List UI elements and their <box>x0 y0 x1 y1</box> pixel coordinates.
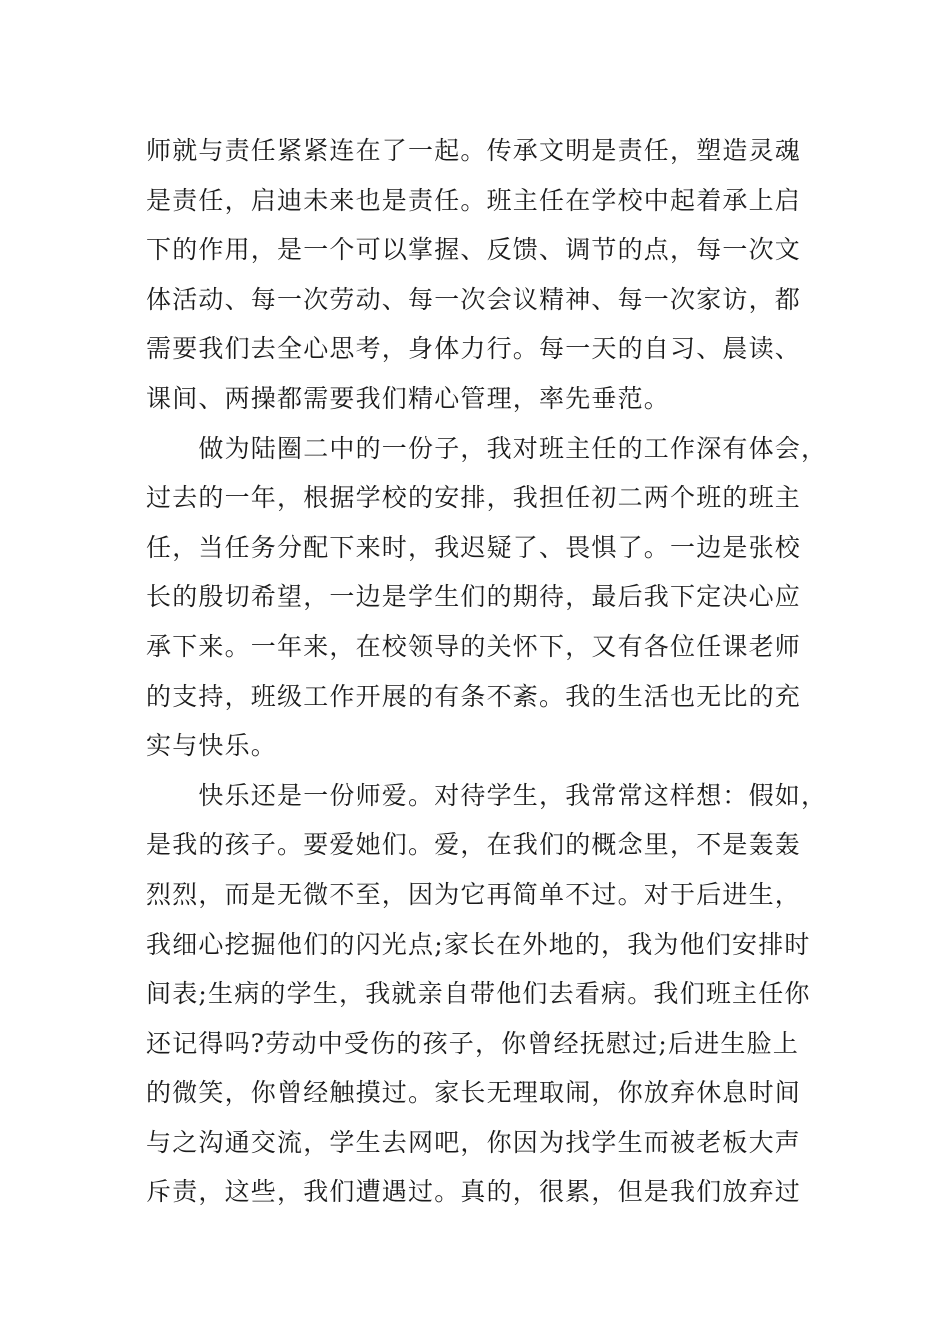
text-line: 还记得吗?劳动中受伤的孩子，你曾经抚慰过;后进生脸上 <box>146 1028 800 1058</box>
body-text <box>146 126 846 1217</box>
text-line: 间表;生病的学生，我就亲自带他们去看病。我们班主任你 <box>146 979 811 1009</box>
text-line: 长的殷切希望，一边是学生们的期待，最后我下定决心应 <box>146 582 802 612</box>
text-line: 过去的一年，根据学校的安排，我担任初二两个班的班主 <box>146 483 802 513</box>
paragraph-2 <box>146 424 846 771</box>
text-line: 我细心挖掘他们的闪光点;家长在外地的，我为他们安排时 <box>146 929 811 959</box>
text-line: 的微笑，你曾经触摸过。家长无理取闹，你放弃休息时间 <box>146 1078 802 1108</box>
paragraph-3 <box>146 771 846 1217</box>
text-line: 承下来。一年来，在校领导的关怀下，又有各位任课老师 <box>146 631 802 661</box>
text-line: 做为陆圈二中的一份子，我对班主任的工作深有体会， <box>146 433 828 463</box>
paragraph-1 <box>146 126 846 424</box>
text-line: 需要我们去全心思考，身体力行。每一天的自习、晨读、 <box>146 334 802 364</box>
text-line: 体活动、每一次劳动、每一次会议精神、每一次家访，都 <box>146 284 802 314</box>
text-line: 是我的孩子。要爱她们。爱，在我们的概念里，不是轰轰 <box>146 830 802 860</box>
text-line: 斥责，这些，我们遭遇过。真的，很累，但是我们放弃过 <box>146 1177 802 1207</box>
text-line: 下的作用，是一个可以掌握、反馈、调节的点，每一次文 <box>146 235 802 265</box>
text-line: 的支持，班级工作开展的有条不紊。我的生活也无比的充 <box>146 681 802 711</box>
text-line: 与之沟通交流，学生去网吧，你因为找学生而被老板大声 <box>146 1127 802 1157</box>
text-line: 师就与责任紧紧连在了一起。传承文明是责任，塑造灵魂 <box>146 136 802 165</box>
text-line: 是责任，启迪未来也是责任。班主任在学校中起着承上启 <box>146 185 802 215</box>
text-line: 快乐还是一份师爱。对待学生，我常常这样想：假如， <box>146 780 828 810</box>
text-line: 实与快乐。 <box>146 731 278 761</box>
text-line: 任，当任务分配下来时，我迟疑了、畏惧了。一边是张校 <box>146 532 802 562</box>
text-line: 烈烈，而是无微不至，因为它再简单不过。对于后进生， <box>146 879 802 909</box>
text-line: 课间、两操都需要我们精心管理，率先垂范。 <box>146 383 671 413</box>
